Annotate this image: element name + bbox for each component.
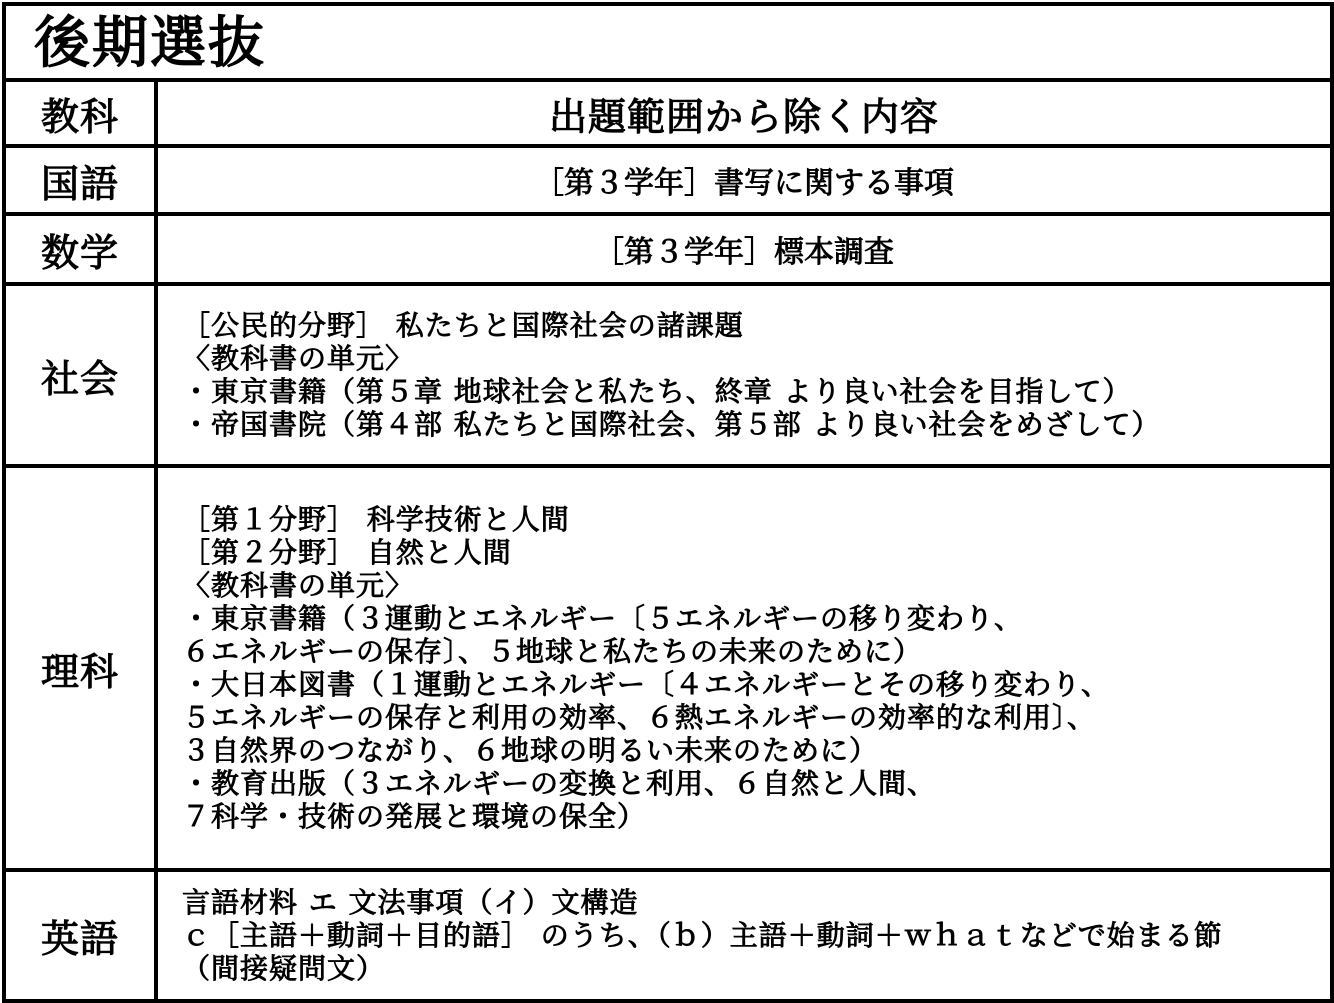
table-row-english [6, 870, 1330, 999]
selection-table-frame [2, 2, 1334, 1003]
content-line: （間接疑問文） [182, 952, 386, 985]
content-line: ・東京書籍（３運動とエネルギー〔５エネルギーの移り変わり、 [182, 602, 1024, 635]
content-line: ５エネルギーの保存と利用の効率、６熱エネルギーの効率的な利用〕、 [182, 701, 1097, 734]
content-line: ・帝国書院（第４部 私たちと国際社会、第５部 より良い社会をめざして） [182, 408, 1161, 441]
content-line: ・教育出版（３エネルギーの変換と利用、６自然と人間、 [182, 767, 937, 800]
content-line: ６エネルギーの保存〕、５地球と私たちの未来のために） [182, 635, 923, 668]
header-subject-cell: 教科 [6, 82, 156, 146]
table-row-japanese [6, 146, 1330, 214]
content-line: ３自然界のつながり、６地球の明るい未来のために） [182, 734, 879, 767]
content-science [156, 466, 1330, 870]
table-header-row [6, 82, 1330, 146]
subject-english: 英語 [6, 870, 156, 999]
table-row-math [6, 214, 1330, 284]
content-english [156, 870, 1330, 999]
exclusion-table [6, 82, 1330, 999]
title-bar [6, 6, 1330, 82]
page-title: 後期選抜 [34, 11, 266, 76]
content-line: ［第３学年］書写に関する事項 [534, 166, 954, 201]
content-math [156, 214, 1330, 284]
content-line: ｃ［主語＋動詞＋目的語］ のうち、（ｂ）主語＋動詞＋ｗｈａｔなどで始まる節 [182, 919, 1223, 952]
subject-science: 理科 [6, 466, 156, 870]
table-row-social [6, 284, 1330, 466]
header-content-cell: 出題範囲から除く内容 [156, 82, 1330, 146]
content-social [156, 284, 1330, 466]
content-line: 〈教科書の単元〉 [182, 342, 415, 375]
content-line: ７科学・技術の発展と環境の保全） [182, 800, 647, 833]
content-line: 〈教科書の単元〉 [182, 569, 415, 602]
subject-japanese: 国語 [6, 146, 156, 214]
content-line: ［第２分野］ 自然と人間 [182, 536, 512, 569]
subject-math: 数学 [6, 214, 156, 284]
content-line: ［第１分野］ 科学技術と人間 [182, 503, 570, 536]
table-row-science [6, 466, 1330, 870]
subject-social: 社会 [6, 284, 156, 466]
content-japanese [156, 146, 1330, 214]
content-line: ・大日本図書（１運動とエネルギー〔４エネルギーとその移り変わり、 [182, 668, 1111, 701]
content-line: ［公民的分野］ 私たちと国際社会の諸課題 [182, 309, 744, 342]
content-line: ・東京書籍（第５章 地球社会と私たち、終章 より良い社会を目指して） [182, 375, 1132, 408]
content-line: 言語材料 エ 文法事項（イ）文構造 [182, 886, 639, 919]
content-line: ［第３学年］標本調査 [594, 235, 894, 270]
